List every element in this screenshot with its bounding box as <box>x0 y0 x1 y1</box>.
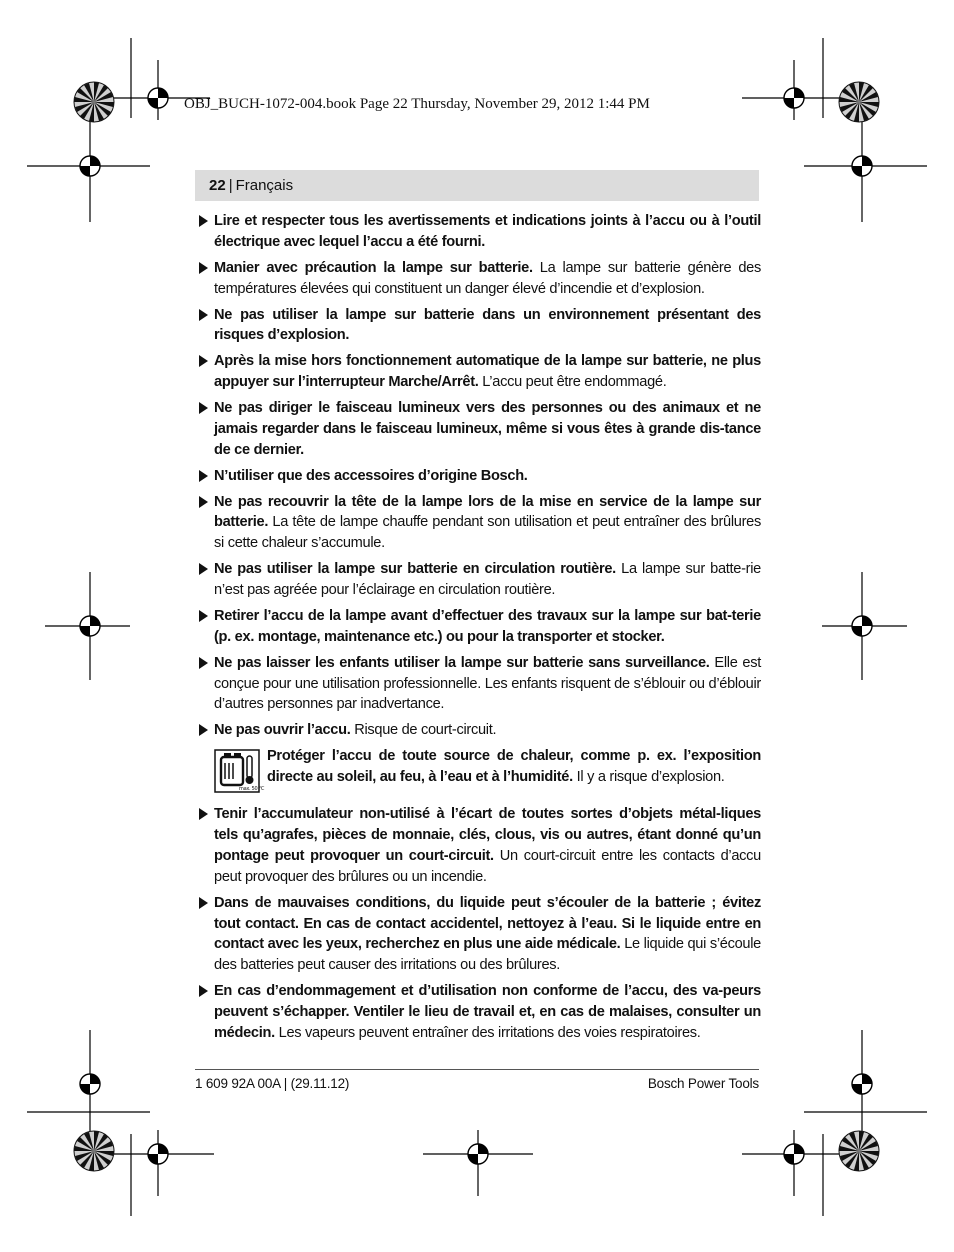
instruction-item: Ne pas diriger le faisceau lumineux vers des personnes ou des animaux et ne jamais regarder dans le faisceau lumineux, même si vous êtes à grande dis-tance de ce dernier. <box>195 398 761 460</box>
instruction-item: En cas d’endommagement et d’utilisation non conforme de l’accu, des va-peurs peuvent s’échapper. Ventiler le lieu de travail et, en cas de malaises, consulter un médecin. Les vapeurs peuvent entraîner des irritations des voies respiratoires. <box>195 981 761 1043</box>
instruction-item: Lire et respecter tous les avertissements et indications joints à l’accu ou à l’outil électrique avec lequel l’accu a été fourni. <box>195 211 761 253</box>
heat-warning: max. 50 °C Protéger l’accu de toute source de chaleur, comme p. ex. l’exposition directe au soleil, au feu, à l’eau et à l’humidité. Il y a risque d’explosion. <box>195 746 761 794</box>
bullet-arrow-icon <box>199 496 208 508</box>
footer-brand: Bosch Power Tools <box>647 1076 759 1091</box>
bullet-arrow-icon <box>199 897 208 909</box>
bullet-arrow-icon <box>199 309 208 321</box>
instruction-item: Après la mise hors fonctionnement automatique de la lampe sur batterie, ne plus appuyer sur l’interrupteur Marche/Arrêt. L’accu peut être endommagé. <box>195 351 761 393</box>
instruction-item: Retirer l’accu de la lampe avant d’effectuer des travaux sur la lampe sur bat-terie (p. ex. montage, maintenance etc.) ou pour la transporter et stocker. <box>195 606 761 648</box>
heat-warning-icon <box>214 749 265 793</box>
bullet-arrow-icon <box>199 610 208 622</box>
instruction-item: Tenir l’accumulateur non-utilisé à l’écart de toutes sortes d’objets métal-liques tels qu’agrafes, pièces de monnaie, clés, clous, vis ou autres, étant donné qu’un pontage peut provoquer un court-circuit. Un court-circuit entre les contacts d’accu peut provoquer des brûlures ou un incendie. <box>195 804 761 887</box>
bullet-arrow-icon <box>199 724 208 736</box>
bullet-arrow-icon <box>199 985 208 997</box>
bullet-arrow-icon <box>199 402 208 414</box>
instruction-item: Manier avec précaution la lampe sur batterie. La lampe sur batterie génère des températures élevées qui constituent un danger élevé d’incendie et d’explosion. <box>195 258 761 300</box>
page-header-band <box>195 170 759 201</box>
instruction-item: Ne pas utiliser la lampe sur batterie en circulation routière. La lampe sur batte-rie n’est pas agréée pour l’éclairage en circulation routière. <box>195 559 761 601</box>
bullet-arrow-icon <box>199 808 208 820</box>
bullet-arrow-icon <box>199 657 208 669</box>
section-title: Français <box>235 177 294 194</box>
footer-doc-number: 1 609 92A 00A | (29.11.12) <box>195 1076 350 1091</box>
instruction-item: N’utiliser que des accessoires d’origine Bosch. <box>195 466 761 487</box>
instruction-item: Ne pas ouvrir l’accu. Risque de court-circuit. <box>195 720 761 741</box>
bullet-arrow-icon <box>199 563 208 575</box>
instruction-item: Ne pas utiliser la lampe sur batterie dans un environnement présentant des risques d’explosion. <box>195 305 761 347</box>
header-separator: | <box>228 177 233 194</box>
page-number: 22 <box>209 177 226 194</box>
instruction-item: Dans de mauvaises conditions, du liquide peut s’écouler de la batterie ; évitez tout contact. En cas de contact accidentel, nettoyez à l’eau. Si le liquide entre en contact avec les yeux, recherchez en plus une aide médicale. Le liquide qui s’écoule des batteries peut causer des irritations ou des brûlures. <box>195 893 761 976</box>
footer-rule <box>195 1069 759 1070</box>
bullet-arrow-icon <box>199 262 208 274</box>
instruction-item: Ne pas recouvrir la tête de la lampe lors de la mise en service de la lampe sur batterie. La tête de lampe chauffe pendant son utilisation et peut entraîner des brûlures si cette chaleur s’accumule. <box>195 492 761 554</box>
print-job-header: OBJ_BUCH-1072-004.book Page 22 Thursday, November 29, 2012 1:44 PM <box>184 96 650 112</box>
svg-text:max. 50 °C: max. 50 °C <box>239 786 265 793</box>
bullet-arrow-icon <box>199 215 208 227</box>
bullet-arrow-icon <box>199 355 208 367</box>
bullet-arrow-icon <box>199 470 208 482</box>
safety-instructions <box>195 211 761 1049</box>
instruction-item: Ne pas laisser les enfants utiliser la lampe sur batterie sans surveillance. Elle est conçue pour une utilisation professionnelle. Les enfants risquent de s’éblouir ou d’éblouir d’autres personnes par inadvertance. <box>195 653 761 715</box>
